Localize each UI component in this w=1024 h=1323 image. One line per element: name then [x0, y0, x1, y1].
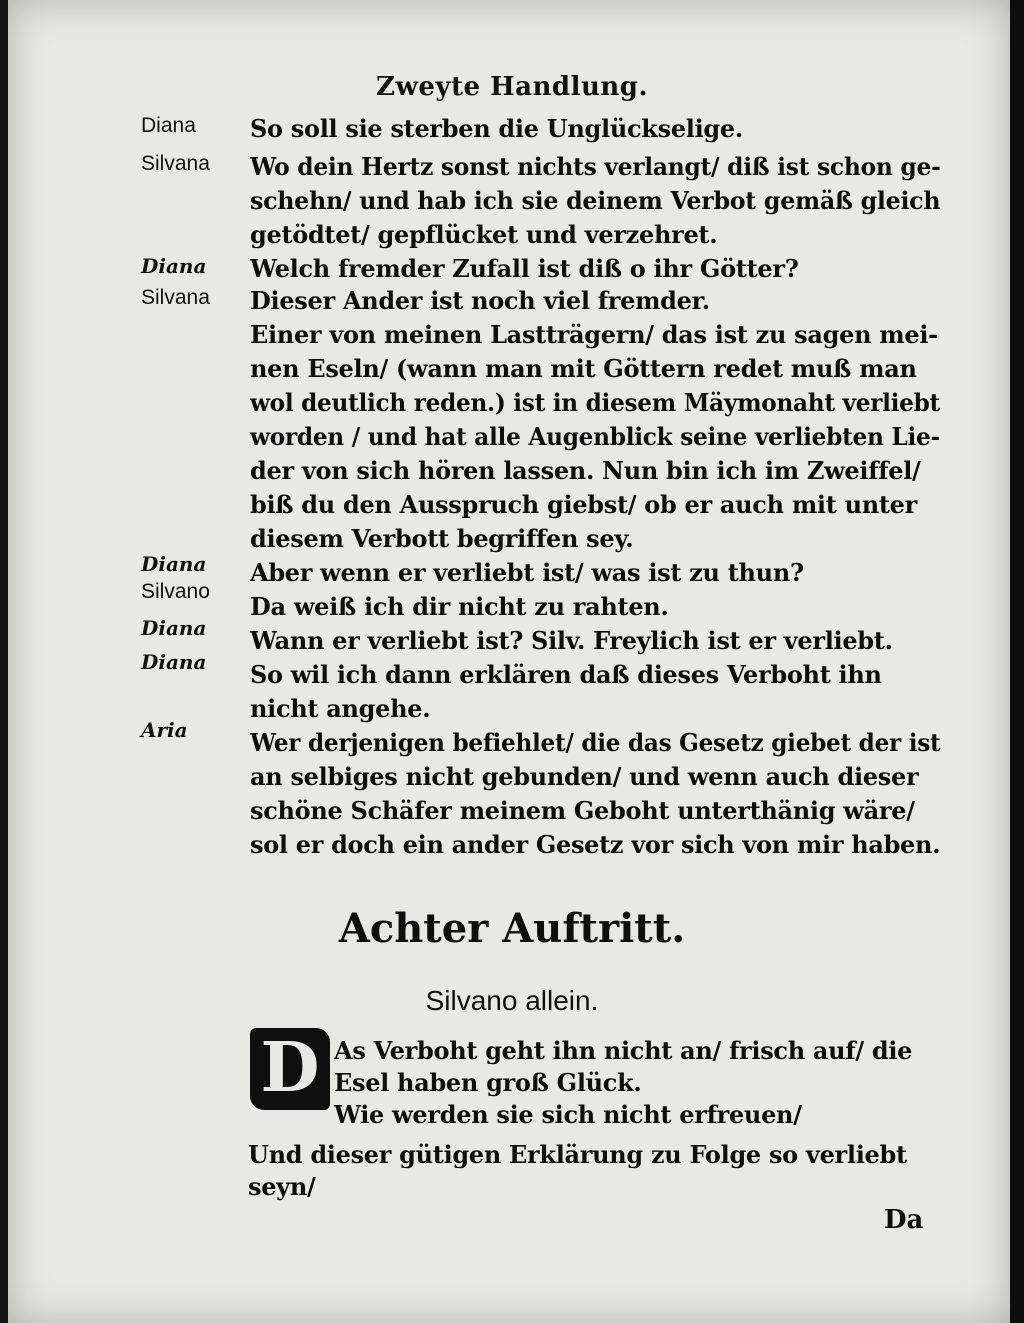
scene-title: Achter Auftritt.	[338, 905, 686, 952]
text-line: an selbiges nicht gebunden/ und wenn auch dieser	[250, 762, 919, 791]
text-line: Wer derjenigen befiehlet/ die das Gesetz giebet der ist	[250, 728, 941, 757]
speaker-label: Diana	[141, 254, 207, 278]
speaker-label: Silvana	[141, 152, 210, 175]
text-line: Einer von meinen Lastträgern/ das ist zu sagen mei-	[250, 320, 938, 349]
text-line: getödtet/ gepflücket und verzehret.	[250, 220, 718, 249]
speaker-label: Diana	[141, 650, 207, 674]
text-line: So soll sie sterben die Unglückselige.	[250, 114, 743, 143]
scan-border-right	[1010, 0, 1024, 1323]
speaker-label: Aria	[141, 718, 188, 742]
speaker-label: Diana	[141, 616, 207, 640]
speaker-label: Silvana	[141, 286, 210, 309]
text-line: As Verboht geht ihn nicht an/ frisch auf/ die	[334, 1036, 913, 1065]
scene-subtitle: Silvano allein.	[425, 985, 599, 1016]
text-line: So wil ich dann erklären daß dieses Verboht ihn	[250, 660, 882, 689]
text-line: worden / und hat alle Augenblick seine verliebten Lie-	[250, 422, 940, 451]
text-line: biß du den Ausspruch giebst/ ob er auch mit unter	[250, 490, 917, 519]
text-line: wol deutlich reden.) ist in diesem Mäymonaht verliebt	[250, 388, 940, 417]
text-line: Welch fremder Zufall ist diß o ihr Götter?	[250, 254, 799, 283]
speaker-label: Diana	[141, 552, 207, 576]
scan-border-left	[0, 0, 8, 1323]
text-line: Dieser Ander ist noch viel fremder.	[250, 286, 710, 315]
text-line: Aber wenn er verliebt ist/ was ist zu thun?	[250, 558, 804, 587]
text-line: Wie werden sie sich nicht erfreuen/	[334, 1100, 802, 1129]
text-line: Wann er verliebt ist? Silv. Freylich ist er verliebt.	[250, 626, 893, 655]
text-line: schehn/ und hab ich sie deinem Verbot gemäß gleich	[250, 186, 941, 215]
initial-letter: D	[260, 1028, 320, 1108]
text-line: sol er doch ein ander Gesetz vor sich von mir haben.	[250, 830, 941, 859]
catchword: Da	[884, 1205, 924, 1235]
running-head: Zweyte Handlung.	[375, 72, 649, 102]
text-line: Wo dein Hertz sonst nichts verlangt/ diß ist schon ge-	[250, 152, 941, 181]
text-line: diesem Verbott begriffen sey.	[250, 524, 634, 553]
text-line: Da weiß ich dir nicht zu rahten.	[250, 592, 669, 621]
text-line: schöne Schäfer meinem Geboht unterthänig wäre/	[250, 796, 915, 825]
text-line: seyn/	[248, 1172, 316, 1201]
text-line: Und dieser gütigen Erklärung zu Folge so verliebt	[248, 1140, 907, 1169]
text-line: Esel haben groß Glück.	[334, 1068, 642, 1097]
speaker-label: Diana	[141, 114, 196, 137]
speaker-label: Silvano	[141, 580, 210, 603]
text-line: der von sich hören lassen. Nun bin ich im Zweiffel/	[250, 456, 921, 485]
text-line: nicht angehe.	[250, 694, 431, 723]
text-line: nen Eseln/ (wann man mit Göttern redet muß man	[250, 354, 917, 383]
